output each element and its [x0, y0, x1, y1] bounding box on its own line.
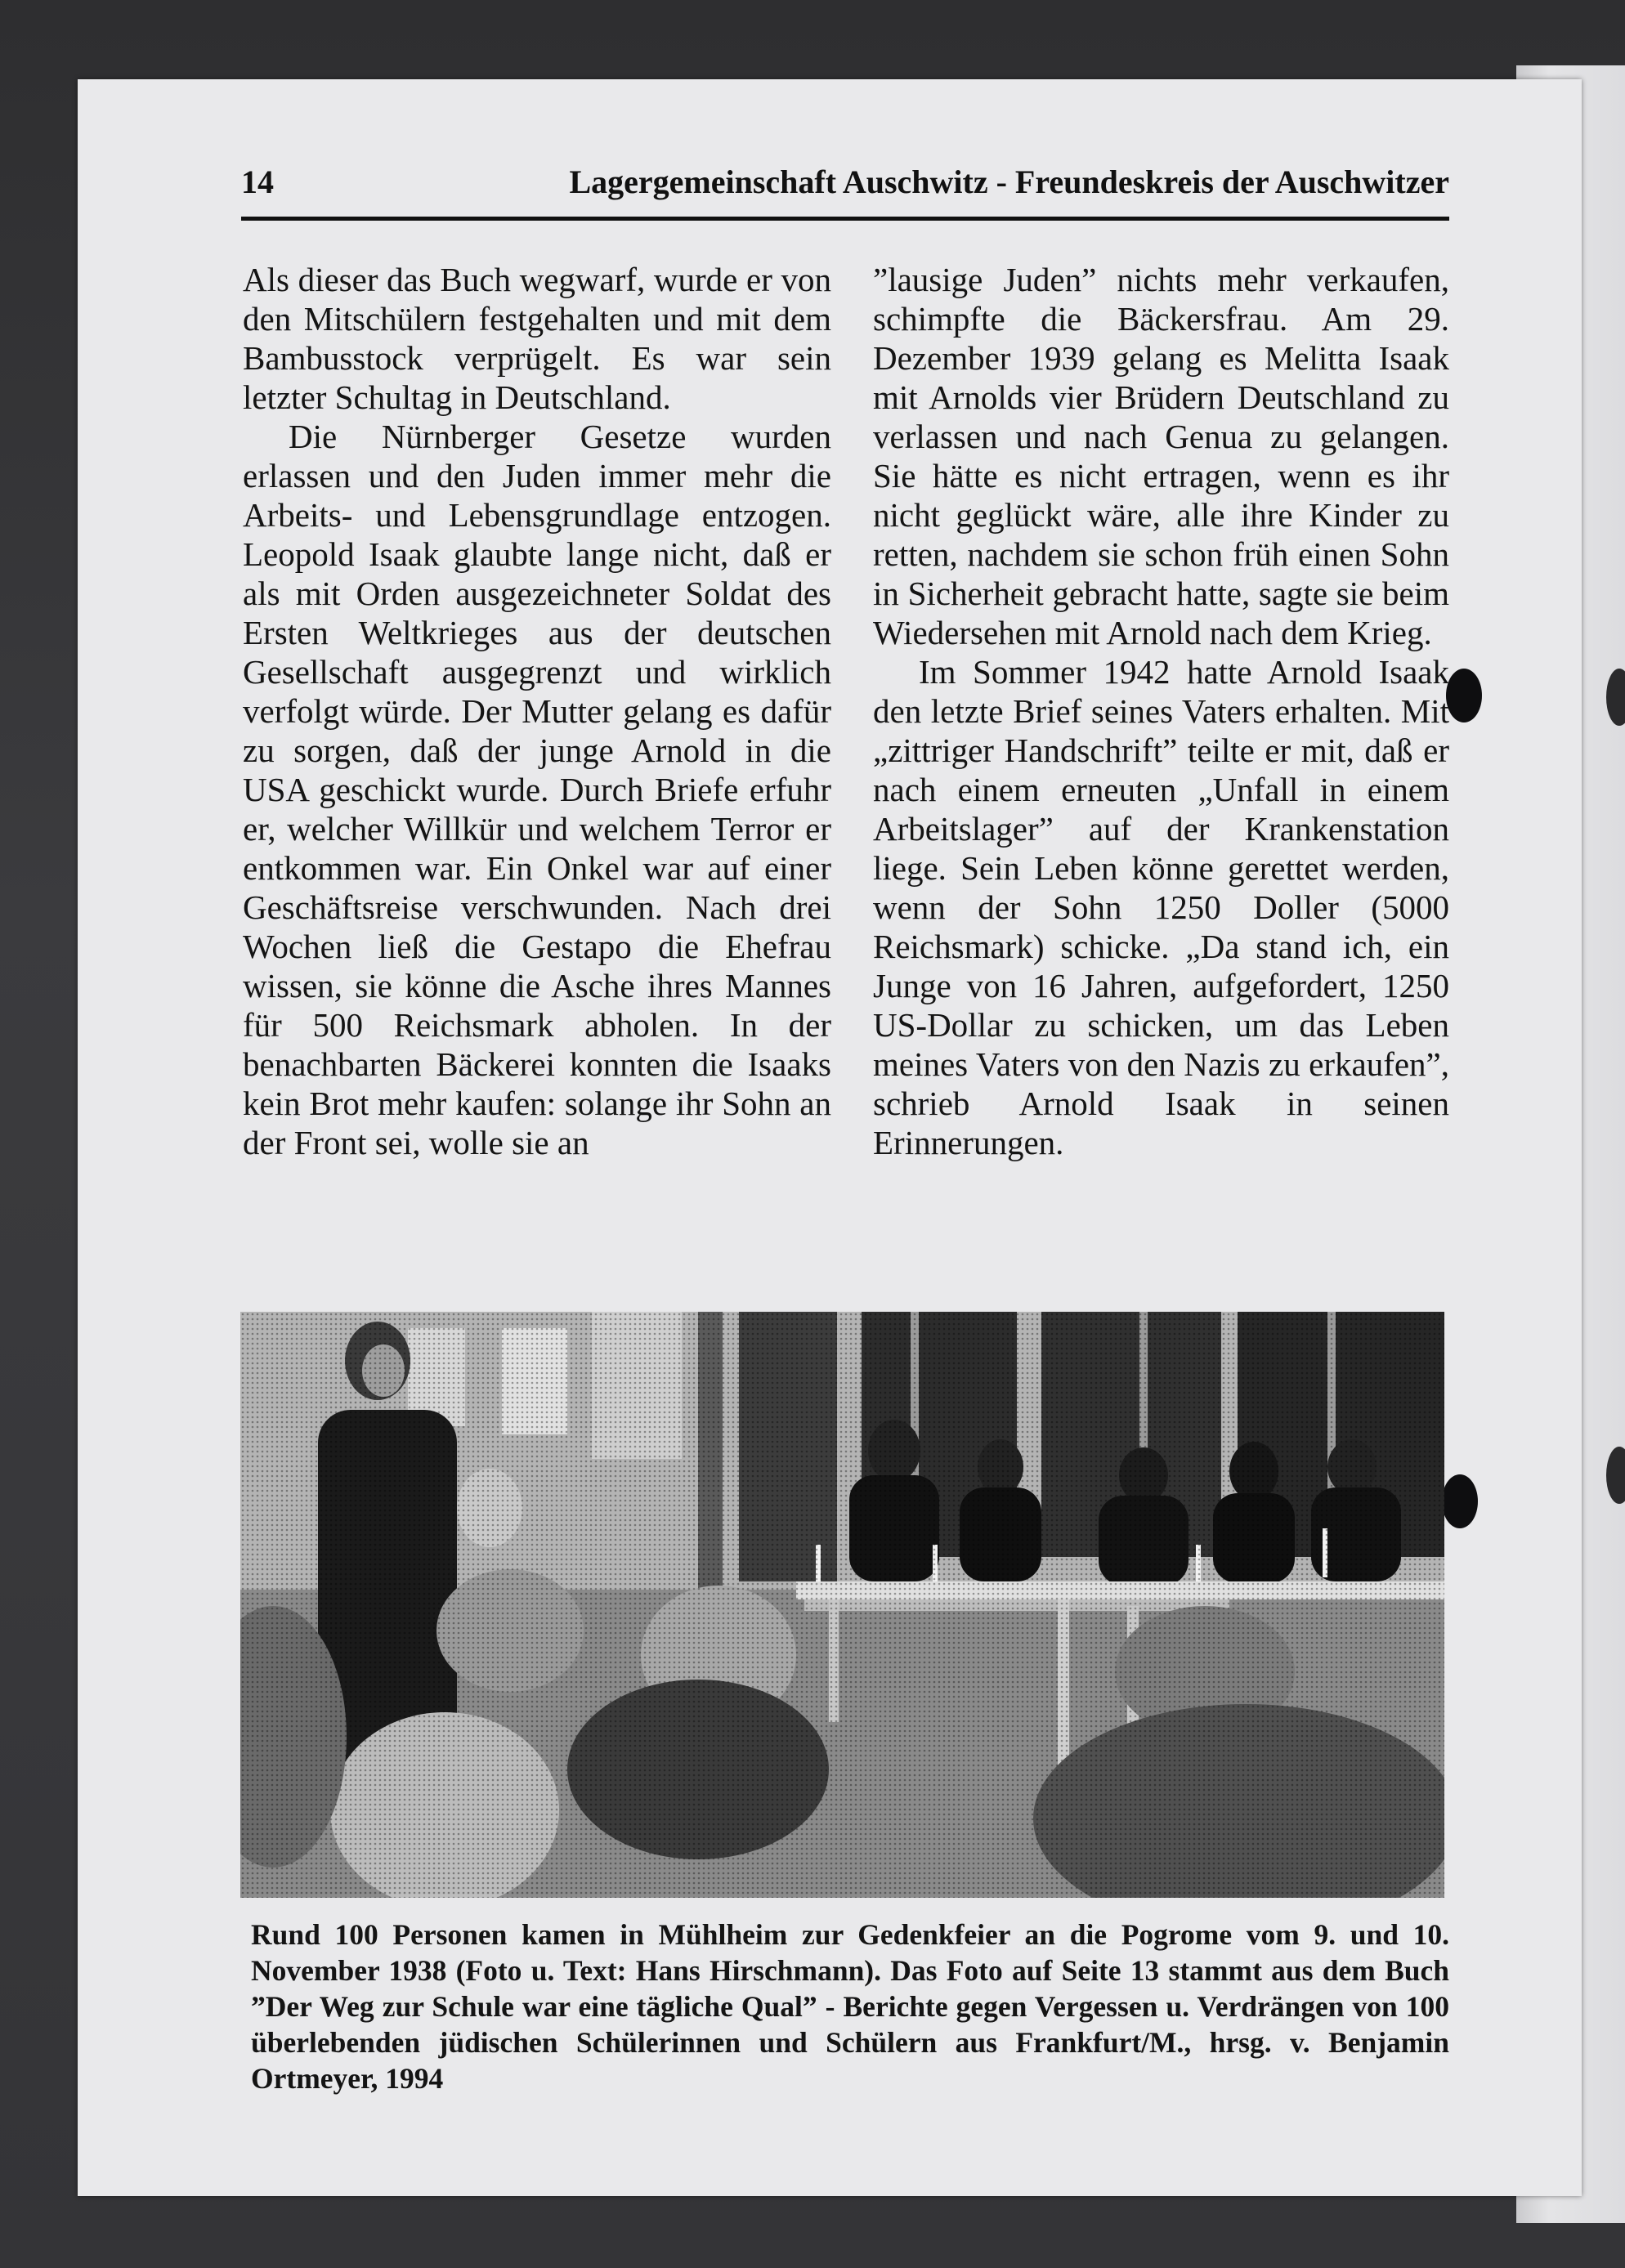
running-title: Lagergemeinschaft Auschwitz - Freundeskreis der Auschwitzer: [569, 163, 1449, 200]
photo-caption: Rund 100 Personen kamen in Mühlheim zur Gedenkfeier an die Pogrome vom 9. und 10. November 1938 (Foto u. Text: Hans Hirschmann). Das Foto auf Seite 13 stammt aus dem Buch ”Der Weg zur Schule war eine tägliche Qual” - Berichte gegen Vergessen u. Verdrängen von 100 überlebenden jüdischen Schülerinnen und Schülern aus Frankfurt/M., hrsg. v. Benjamin Ortmeyer, 1994: [251, 1918, 1449, 2095]
left-text-column: [243, 260, 831, 1162]
punch-hole-upper: [1446, 669, 1482, 722]
spine-punch-hole: [1606, 669, 1625, 726]
right-text-column: [873, 260, 1449, 1162]
page-number: 14: [241, 163, 274, 200]
spine-punch-hole: [1606, 1447, 1625, 1504]
punch-hole-lower: [1442, 1474, 1478, 1528]
paragraph: Als dieser das Buch wegwarf, wurde er von den Mitschülern festgehalten und mit dem Bambusstock verprügelt. Es war sein letzter Schultag in Deutschland.: [243, 261, 831, 416]
paragraph: Im Sommer 1942 hatte Arnold Isaak den letzte Brief seines Vaters erhalten. Mit „zittriger Handschrift” teilte er mit, daß er nach einem erneuten „Unfall in einem Arbeitslager” auf der Krankenstation liege. Sein Leben könne gerettet werden, wenn der Sohn 1250 Doller (5000 Reichsmark) schicke. „Da stand ich, ein Junge von 16 Jahren, aufgefordert, 1250 US-Dollar zu schicken, um das Leben meines Vaters von den Nazis zu erkaufen”, schrieb Arnold Isaak in seinen Erinnerungen.: [873, 653, 1449, 1161]
paragraph: ”lausige Juden” nichts mehr verkaufen, schimpfte die Bäckersfrau. Am 29. Dezember 1939 gelang es Melitta Isaak mit Arnolds vier Brüdern Deutschland zu verlassen und nach Genua zu gelangen. Sie hätte es nicht ertragen, wenn es ihr nicht geglückt wäre, alle ihre Kinder zu retten, nachdem sie schon früh einen Sohn in Sicherheit gebracht hatte, sagte sie beim Wiedersehen mit Arnold nach dem Krieg.: [873, 261, 1449, 651]
halftone-photo: [240, 1312, 1444, 1898]
page-header: [241, 158, 1449, 221]
paragraph: Die Nürnberger Gesetze wurden erlassen und den Juden immer mehr die Arbeits- und Lebensgrundlage entzogen. Leopold Isaak glaubte lange nicht, daß er als mit Orden ausgezeichneter Soldat des Ersten Weltkrieges aus der deutschen Gesellschaft ausgegrenzt und wirklich verfolgt würde. Der Mutter gelang es dafür zu sorgen, daß der junge Arnold in die USA geschickt wurde. Durch Briefe erfuhr er, welcher Willkür und welchem Terror er entkommen war. Ein Onkel war auf einer Geschäftsreise verschwunden. Nach drei Wochen ließ die Gestapo die Ehefrau wissen, sie könne die Asche ihres Mannes für 500 Reichsmark abholen. In der benachbarten Bäckerei konnten die Isaaks kein Brot mehr kaufen: solange ihr Sohn an der Front sei, wolle sie an: [243, 418, 831, 1161]
